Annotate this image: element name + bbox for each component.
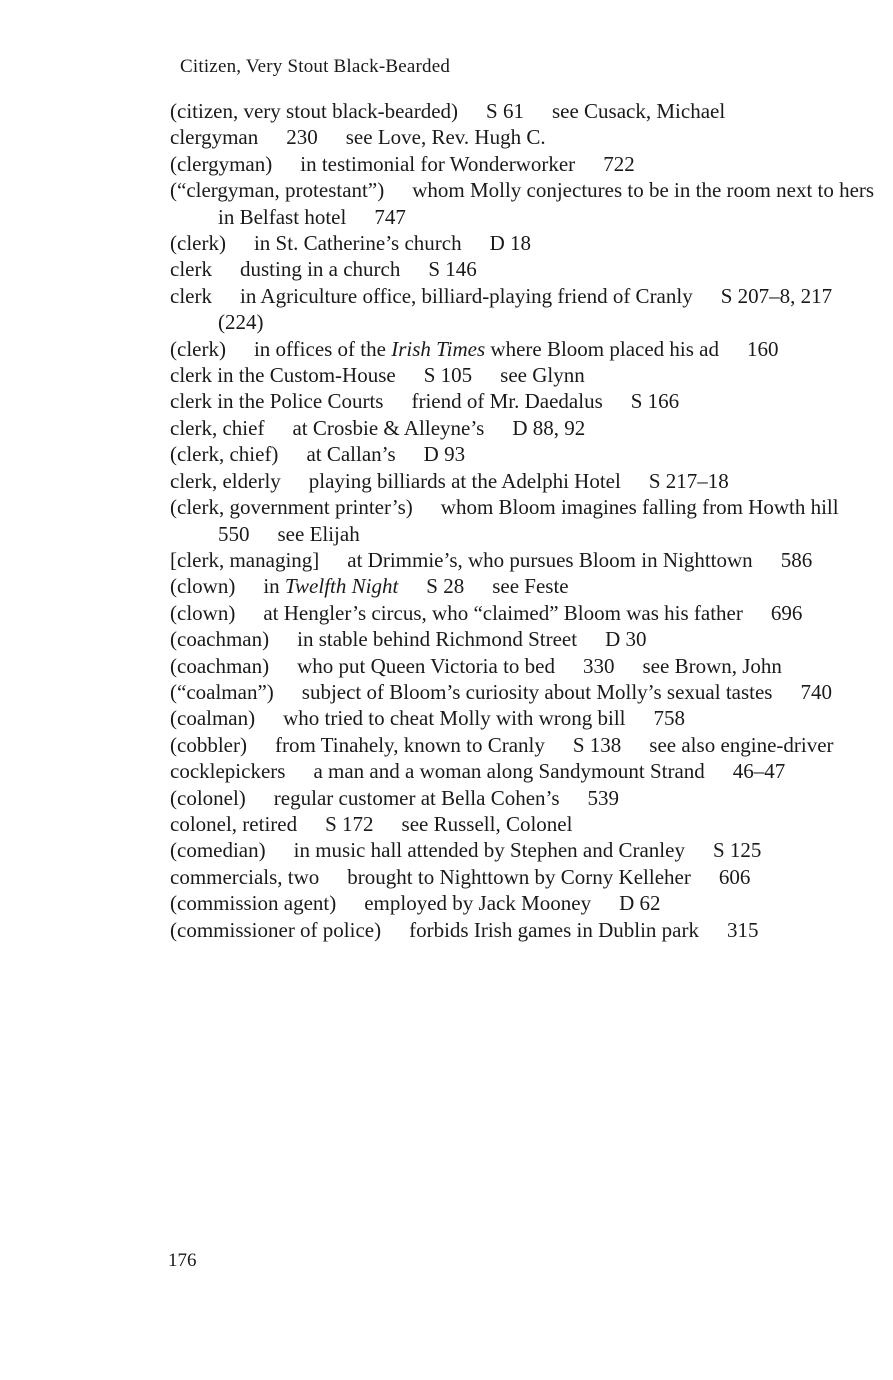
entry-page-refs: S 172 [325, 811, 374, 836]
entry-description: subject of Bloom’s curiosity about Molly’s sexual tastes [301, 679, 773, 704]
entry-page-refs: 586 [780, 547, 813, 572]
index-entry [170, 705, 875, 731]
entry-page-refs: D 62 [619, 891, 661, 916]
entry-headword: (“coalman”) [170, 679, 274, 704]
entry-page-refs: 740 [800, 679, 832, 704]
entry-description [254, 337, 719, 361]
entry-description: dusting in a church [239, 257, 401, 282]
page-number: 176 [168, 1250, 197, 1271]
entry-page-refs: S 207–8, 217 (224) [218, 283, 833, 335]
entry-page-refs: 747 [374, 204, 406, 229]
index-entry [170, 441, 875, 467]
running-head: Citizen, Very Stout Black-Bearded [180, 56, 451, 77]
entry-headword: clerk [170, 283, 212, 308]
entry-headword: (clown) [170, 574, 236, 599]
entry-page-refs: D 18 [489, 231, 532, 256]
entry-description: a man and a woman along Sandymount Strand [313, 759, 705, 784]
entry-description: at Hengler’s circus, who “claimed” Bloom was his father [263, 600, 743, 625]
entry-description: in stable behind Richmond Street [297, 627, 578, 652]
entry-cross-reference: see Elijah [277, 521, 360, 546]
entry-description: at Crosbie & Alleyne’s [292, 415, 485, 440]
entry-page-refs: D 88, 92 [512, 415, 586, 440]
index-entry [170, 917, 875, 943]
entry-headword: (clerk) [170, 336, 226, 361]
entry-page-refs: S 105 [423, 363, 473, 388]
index-entry [170, 547, 875, 573]
entry-page-refs: S 138 [572, 732, 622, 757]
entry-cross-reference: see Love, Rev. Hugh C. [345, 125, 546, 150]
entry-headword: (coalman) [170, 706, 256, 731]
entry-headword: (commission agent) [170, 891, 337, 916]
entry-description: playing billiards at the Adelphi Hotel [308, 468, 621, 493]
entry-cross-reference: see Feste [492, 574, 569, 599]
entry-page-refs: S 166 [630, 389, 680, 414]
entry-headword: clergyman [170, 125, 259, 150]
index-entry [170, 864, 875, 890]
index-entry [170, 283, 875, 336]
entry-cross-reference: see Cusack, Michael [551, 99, 726, 123]
entry-headword: clerk [170, 257, 212, 282]
entry-description: in St. Catherine’s church [253, 231, 462, 256]
entry-headword: clerk in the Custom-House [170, 363, 396, 388]
entry-page-refs: 46–47 [732, 759, 786, 784]
entry-headword: (clown) [170, 600, 236, 625]
entry-description: who put Queen Victoria to bed [297, 653, 555, 678]
entry-description: at Callan’s [306, 442, 396, 467]
index-entry [170, 600, 875, 626]
index-entry [170, 758, 875, 784]
entry-headword: (comedian) [170, 838, 266, 863]
entry-title-italic: Irish Times [391, 336, 486, 361]
entry-headword: (clerk) [170, 231, 226, 256]
index-entry [170, 890, 875, 916]
entry-page-refs: 539 [587, 785, 620, 810]
index-entry [170, 785, 875, 811]
index-entry [170, 124, 875, 150]
index-entry [170, 177, 875, 230]
entry-headword: colonel, retired [170, 811, 298, 836]
entry-headword: (clerk, government printer’s) [170, 495, 413, 520]
entry-headword: (commissioner of police) [170, 917, 382, 942]
entry-page-refs: 315 [726, 917, 759, 942]
entry-headword: [clerk, managing] [170, 547, 320, 572]
entry-description: from Tinahely, known to Cranly [274, 732, 545, 757]
entry-page-refs: S 28 [426, 574, 465, 599]
entry-headword: (coachman) [170, 653, 270, 678]
entry-cross-reference: see Brown, John [642, 653, 782, 678]
index-entry [170, 732, 875, 758]
entry-description: whom Bloom imagines falling from Howth hill [440, 495, 839, 520]
entry-page-refs: S 61 [486, 99, 524, 123]
index-entry [170, 626, 875, 652]
entry-description: in testimonial for Wonderworker [300, 151, 576, 176]
entry-cross-reference: see also engine-driver [649, 732, 834, 757]
entry-page-refs: 550 [218, 521, 250, 546]
index-entry-list [170, 98, 875, 943]
entry-page-refs: S 217–18 [648, 468, 729, 493]
entry-headword: clerk, elderly [170, 468, 281, 493]
entry-page-refs: 696 [770, 600, 803, 625]
index-entry [170, 494, 875, 547]
entry-description-text: in [263, 574, 285, 599]
entry-description-text: in offices of the [253, 336, 392, 361]
index-entry [170, 837, 875, 863]
entry-description [263, 574, 398, 598]
entry-description: friend of Mr. Daedalus [411, 389, 603, 414]
entry-page-refs: 230 [286, 125, 318, 150]
index-entry [170, 679, 875, 705]
entry-headword: (clerk, chief) [170, 442, 279, 467]
entry-page-refs: 606 [718, 864, 751, 889]
index-entry [170, 468, 875, 494]
entry-headword: (“clergyman, protestant”) [170, 178, 385, 203]
entry-description: brought to Nighttown by Corny Kelleher [347, 864, 691, 889]
index-entry [170, 811, 875, 837]
index-entry [170, 98, 875, 124]
entry-page-refs: D 30 [605, 627, 647, 652]
entry-title-italic: Twelfth Night [284, 574, 399, 599]
entry-page-refs: 160 [747, 336, 779, 361]
entry-description: in Agriculture office, billiard-playing friend of Cranly [239, 283, 693, 308]
entry-page-refs: 722 [603, 151, 635, 176]
entry-description-text: where Bloom placed his ad [485, 336, 720, 361]
entry-headword: cocklepickers [170, 759, 286, 784]
index-entry [170, 362, 875, 388]
entry-description: at Drimmie’s, who pursues Bloom in Nighttown [347, 547, 753, 572]
entry-cross-reference: see Glynn [500, 363, 585, 388]
index-entry [170, 230, 875, 256]
entry-cross-reference: see Russell, Colonel [401, 811, 573, 836]
entry-description: whom Molly conjectures to be in the room next to hers in Belfast hotel [218, 178, 875, 229]
entry-description: employed by Jack Mooney [364, 891, 592, 916]
entry-headword: clerk, chief [170, 415, 265, 440]
entry-page-refs: D 93 [423, 442, 466, 467]
entry-headword: (cobbler) [170, 732, 247, 757]
entry-page-refs: 330 [583, 653, 615, 678]
index-entry [170, 653, 875, 679]
entry-headword: (coachman) [170, 627, 270, 652]
entry-headword: commercials, two [170, 864, 320, 889]
entry-page-refs: 758 [653, 706, 685, 731]
entry-page-refs: S 146 [428, 257, 477, 282]
entry-headword: (clergyman) [170, 151, 273, 176]
entry-headword: (citizen, very stout black-bearded) [170, 99, 459, 123]
index-entry [170, 151, 875, 177]
index-entry [170, 573, 875, 599]
entry-headword: (colonel) [170, 785, 246, 810]
entry-description: who tried to cheat Molly with wrong bill [283, 706, 626, 731]
entry-headword: clerk in the Police Courts [170, 389, 384, 414]
index-entry [170, 336, 875, 362]
entry-description: forbids Irish games in Dublin park [409, 917, 699, 942]
index-entry [170, 256, 875, 282]
index-entry [170, 415, 875, 441]
entry-page-refs: S 125 [712, 838, 762, 863]
entry-description: regular customer at Bella Cohen’s [273, 785, 560, 810]
entry-description: in music hall attended by Stephen and Cranley [293, 838, 685, 863]
index-entry [170, 388, 875, 414]
